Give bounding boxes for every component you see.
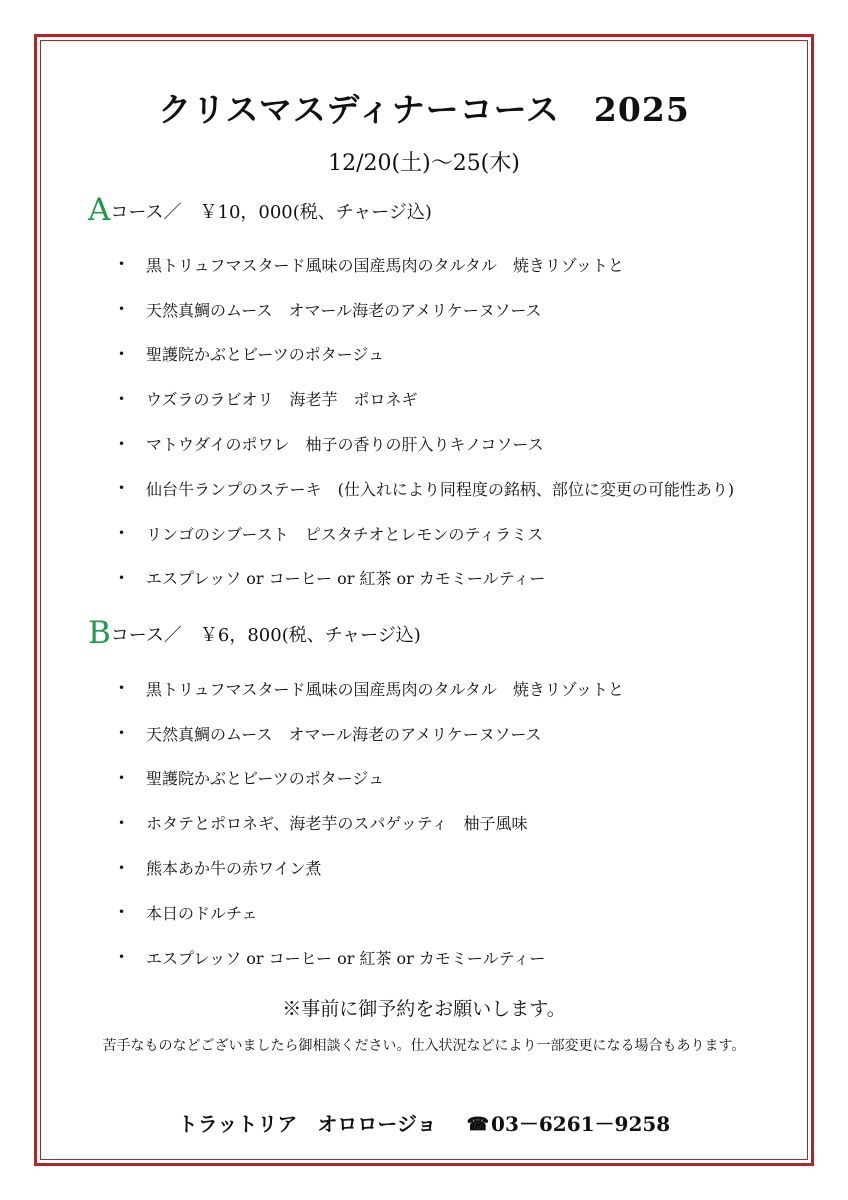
menu-item-text: 熊本あか牛の赤ワイン煮 bbox=[146, 859, 322, 879]
course-a-price: コース／ ￥10，000(税、チャージ込) bbox=[110, 202, 432, 223]
list-item bbox=[118, 376, 734, 421]
list-item bbox=[118, 466, 734, 511]
course-b-menu bbox=[118, 666, 624, 980]
list-item bbox=[118, 287, 734, 332]
bullet: • bbox=[118, 860, 126, 875]
list-item bbox=[118, 845, 624, 890]
menu-item-text: 黒トリュフマスタード風味の国産馬肉のタルタル 焼きリゾットと bbox=[146, 679, 624, 699]
menu-item-text: 天然真鯛のムース オマール海老のアメリケーヌソース bbox=[146, 300, 542, 320]
list-item bbox=[118, 556, 734, 601]
page-title: クリスマスディナーコース 2025 bbox=[158, 90, 690, 129]
bullet: • bbox=[118, 726, 126, 741]
menu-item-text: 天然真鯛のムース オマール海老のアメリケーヌソース bbox=[146, 724, 542, 744]
bullet: • bbox=[118, 905, 126, 920]
course-a-heading bbox=[88, 192, 432, 228]
list-item bbox=[118, 711, 624, 756]
list-item bbox=[118, 935, 624, 980]
bullet: • bbox=[118, 257, 126, 272]
menu-item-text: エスプレッソ or コーヒー or 紅茶 or カモミールティー bbox=[146, 948, 546, 968]
date-range: 12/20(土)～25(木) bbox=[328, 151, 520, 176]
list-item bbox=[118, 890, 624, 935]
bullet: • bbox=[118, 570, 126, 585]
restaurant-name: トラットリア オロロージョ bbox=[177, 1112, 437, 1136]
course-a-menu bbox=[118, 242, 734, 600]
bullet: • bbox=[118, 950, 126, 965]
allergy-notice: 苦手なものなどございましたら御相談ください。仕入状況などにより一部変更になる場合もあります。 bbox=[102, 1038, 746, 1054]
menu-item-text: マトウダイのポワレ 柚子の香りの肝入りキノコソース bbox=[146, 435, 544, 455]
course-b-letter: B bbox=[88, 615, 111, 651]
course-b-heading bbox=[88, 615, 421, 651]
bullet: • bbox=[118, 436, 126, 451]
list-item bbox=[118, 421, 734, 466]
course-b-price: コース／ ￥6，800(税、チャージ込) bbox=[110, 625, 421, 646]
course-a-letter: A bbox=[88, 192, 111, 228]
list-item bbox=[118, 332, 734, 377]
bullet: • bbox=[118, 346, 126, 361]
menu-item-text: リンゴのシブースト ピスタチオとレモンのティラミス bbox=[146, 524, 544, 544]
reservation-notice: ※事前に御予約をお願いします。 bbox=[282, 998, 566, 1020]
list-item bbox=[118, 511, 734, 556]
menu-item-text: ホタテとポロネギ、海老芋のスパゲッティ 柚子風味 bbox=[146, 814, 528, 834]
menu-item-text: エスプレッソ or コーヒー or 紅茶 or カモミールティー bbox=[146, 569, 546, 589]
menu-item-text: 黒トリュフマスタード風味の国産馬肉のタルタル 焼きリゾットと bbox=[146, 255, 624, 275]
bullet: • bbox=[118, 681, 126, 696]
phone-number[interactable]: 03－6261－9258 bbox=[491, 1112, 671, 1136]
list-item bbox=[118, 756, 624, 801]
bullet: • bbox=[118, 815, 126, 830]
phone-icon: ☎ bbox=[466, 1114, 490, 1135]
menu-item-text: ウズラのラビオリ 海老芋 ポロネギ bbox=[146, 390, 418, 410]
bullet: • bbox=[118, 481, 126, 496]
menu-item-text: 本日のドルチェ bbox=[146, 903, 258, 923]
bullet: • bbox=[118, 526, 126, 541]
list-item bbox=[118, 242, 734, 287]
bullet: • bbox=[118, 391, 126, 406]
menu-item-text: 聖護院かぶとビーツのポタージュ bbox=[146, 345, 385, 365]
bullet: • bbox=[118, 302, 126, 317]
menu-item-text: 仙台牛ランプのステーキ (仕入れにより同程度の銘柄、部位に変更の可能性あり) bbox=[146, 479, 735, 499]
bullet: • bbox=[118, 770, 126, 785]
menu-item-text: 聖護院かぶとビーツのポタージュ bbox=[146, 769, 385, 789]
footer bbox=[0, 1108, 848, 1137]
list-item bbox=[118, 666, 624, 711]
list-item bbox=[118, 800, 624, 845]
